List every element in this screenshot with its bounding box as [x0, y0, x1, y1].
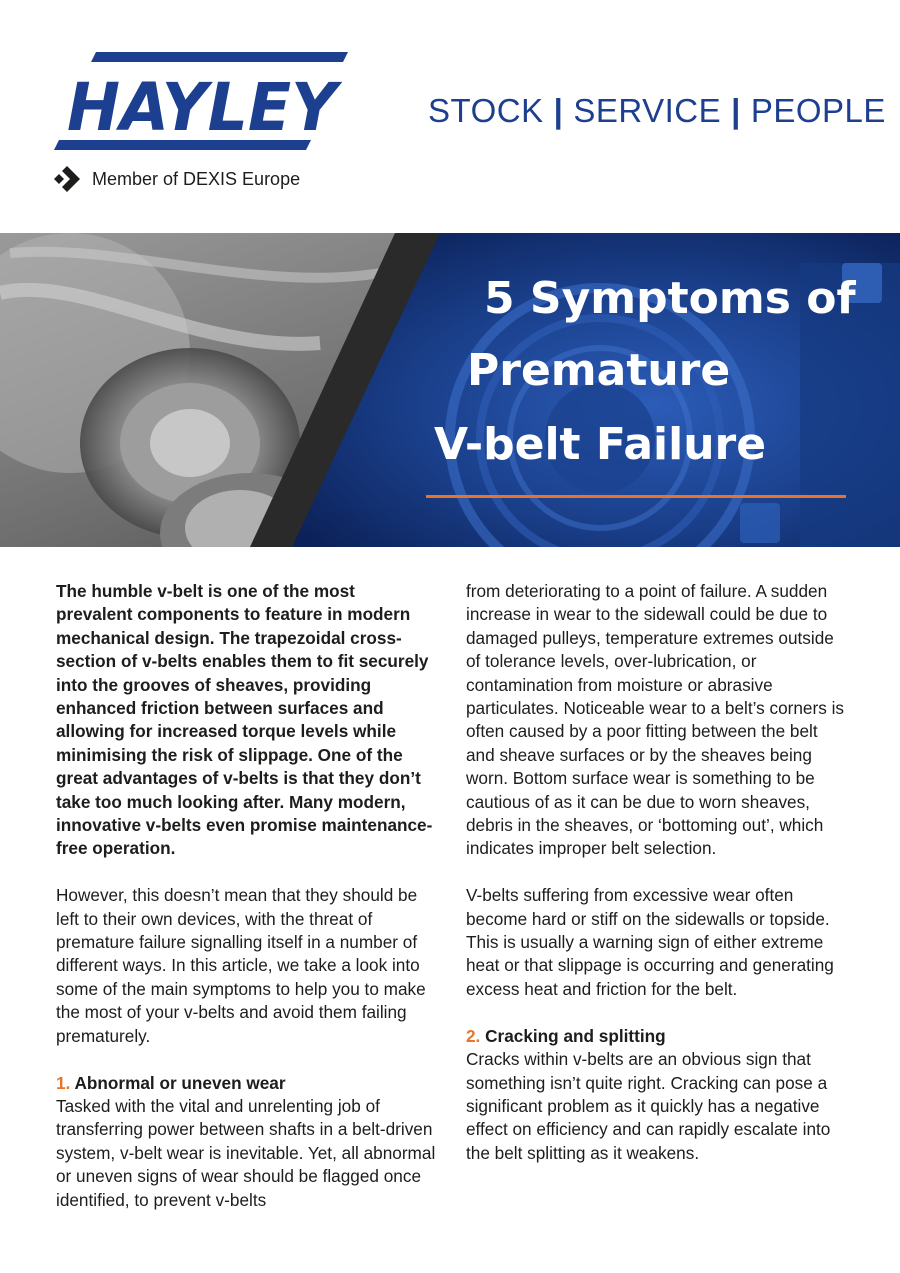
section-title: Cracking and splitting [485, 1025, 666, 1046]
member-text: Member of DEXIS Europe [92, 168, 301, 189]
tagline-separator: | [553, 92, 564, 129]
section-number: 1. [56, 1072, 71, 1093]
tagline-service: SERVICE [573, 92, 722, 129]
body-paragraph: Cracks within v-belts are an obvious sign that something isn’t quite right. Cracking can pose a significant problem as it quickly has a negative effect on efficiency and can rapidly escalate into the belt splitting as it weakens. [466, 1049, 831, 1163]
banner-title [0, 233, 900, 547]
banner-title-line-1: 5 Symptoms of [484, 273, 856, 324]
section-number: 2. [466, 1025, 481, 1046]
lead-paragraph: The humble v-belt is one of the most prevalent components to feature in modern mechanical design. The trapezoidal cross-section of v-belts enables them to fit securely into the grooves of sheaves, providing enhanced friction between surfaces and allowing for increased torque levels while minimising the risk of slippage. One of the great advantages of v-belts is that they don’t take too much looking after. Many modern, innovative v-belts even promise maintenance-free operation. [56, 581, 433, 859]
section-heading [56, 1072, 436, 1095]
body-paragraph: Tasked with the vital and unrelenting job of transferring power between shafts in a belt-driven system, v-belt wear is inevitable. Yet, all abnormal or uneven signs of wear should be flagged once identified, to prevent v-belts [56, 1095, 436, 1210]
intro-paragraph: However, this doesn’t mean that they should be left to their own devices, with the threat of premature failure signalling itself in a number of different ways. In this article, we take a look into some of the main symptoms to help you to make the most of your v-belts and avoid them failing prematurely. [56, 885, 426, 1046]
logo-wordmark: HAYLEY [67, 69, 343, 146]
hero-banner [0, 233, 900, 547]
tagline-people: PEOPLE [750, 92, 886, 129]
section-title: Abnormal or uneven wear [74, 1072, 286, 1093]
section-heading [466, 1025, 850, 1048]
tagline-separator: | [731, 92, 741, 129]
article-column-right [466, 580, 850, 1189]
dexis-diamond-icon [54, 166, 80, 192]
banner-title-line-2: Premature [467, 345, 731, 396]
title-underline [426, 495, 846, 498]
tagline [428, 92, 886, 130]
banner-title-line-3: V-belt Failure [434, 419, 767, 470]
tagline-stock: STOCK [428, 92, 544, 129]
member-badge [54, 166, 300, 192]
body-paragraph: V-belts suffering from excessive wear often become hard or stiff on the sidewalls or topside. This is usually a warning sign of either extreme heat or that slippage is occurring and generating excess heat and friction for the belt. [466, 885, 834, 999]
body-paragraph: from deteriorating to a point of failure. A sudden increase in wear to the sidewall could be due to damaged pulleys, temperature extremes outside of tolerance levels, over-lubrication, or contamination from moisture or abrasive particulates. Noticeable wear to a belt’s corners is often caused by a poor fitting between the belt and sheave surfaces or by the sheaves being worn. Bottom surface wear is something to be cautious of as it can be due to worn sheaves, debris in the sheaves, or ‘bottoming out’, which indicates improper belt selection. [466, 581, 844, 859]
hayley-logo[interactable] [52, 52, 348, 152]
article-column-left [56, 580, 436, 1235]
